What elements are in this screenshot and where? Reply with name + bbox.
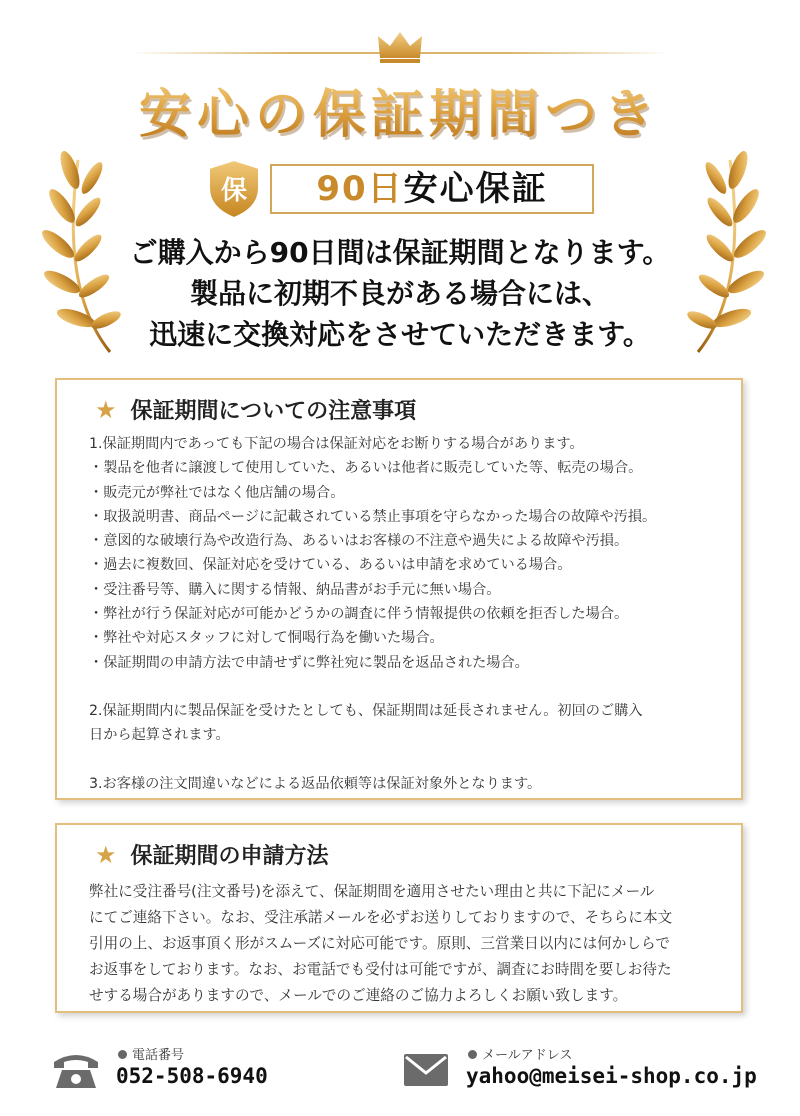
- apply-line: せする場合がありますので、メールでのご連絡のご協力よろしくお願い致します。: [89, 987, 628, 1004]
- notice-heading: [95, 394, 416, 425]
- notice-line: ・販売元が弊社ではなく他店舗の場合。: [89, 484, 345, 501]
- notice-para-3: [89, 772, 729, 796]
- mail-icon: [402, 1048, 450, 1090]
- crown-icon: [376, 28, 424, 64]
- star-icon: ★: [95, 840, 117, 869]
- mail-address[interactable]: yahoo@meisei-shop.co.jp: [466, 1064, 757, 1088]
- apply-line: 弊社に受注番号(注文番号)を添えて、保証期間を適用させたい理由と共に下記にメール: [89, 883, 655, 900]
- apply-line: 引用の上、お返事頂く形がスムーズに対応可能です。原則、三営業日以内には何かしらで: [89, 935, 670, 952]
- notice-line: ・取扱説明書、商品ページに記載されている禁止事項を守らなかった場合の故障や汚損。: [89, 508, 657, 525]
- notice-section: [55, 378, 743, 800]
- apply-section: [55, 823, 743, 1013]
- phone-label-text: 電話番号: [132, 1048, 185, 1063]
- apply-heading-text: 保証期間の申請方法: [130, 844, 329, 869]
- notice-line: 1.保証期間内であっても下記の場合は保証対応をお断りする場合があります。: [89, 436, 584, 452]
- guarantee-badge: [205, 158, 595, 218]
- apply-body: [89, 879, 729, 1009]
- mail-label: [468, 1044, 572, 1063]
- mail-contact: [402, 1040, 762, 1100]
- phone-label: [118, 1044, 184, 1063]
- notice-line: ・製品を他者に譲渡して使用していた、あるいは他者に販売していた等、転売の場合。: [89, 460, 643, 477]
- apply-heading: [95, 839, 329, 870]
- mail-label-text: メールアドレス: [482, 1048, 573, 1063]
- notice-line: ・過去に複数回、保証対応を受けている、あるいは申請を求めている場合。: [89, 557, 572, 574]
- phone-number[interactable]: 052-508-6940: [116, 1064, 268, 1088]
- notice-line: 3.お客様の注文間違いなどによる返品依頼等は保証対象外となります。: [89, 775, 542, 792]
- notice-heading-text: 保証期間についての注意事項: [130, 399, 417, 424]
- notice-body: [89, 432, 729, 796]
- star-icon: ★: [95, 395, 117, 424]
- bullet-icon: [118, 1050, 127, 1059]
- telephone-icon: [52, 1048, 100, 1090]
- apply-line: にてご連絡下さい。なお、受注承諾メールを必ずお送りしておりますので、そちらに本文: [89, 909, 673, 926]
- notice-line: ・保証期間の申請方法で申請せずに弊社宛に製品を返品された場合。: [89, 654, 529, 671]
- notice-para-1: [89, 432, 729, 675]
- guarantee-days: 90日: [316, 169, 404, 209]
- phone-contact: [52, 1040, 392, 1100]
- notice-line: ・弊社が行う保証対応が可能かどうかの調査に伴う情報提供の依頼を拒否した場合。: [89, 606, 629, 623]
- shield-label: 保: [220, 176, 247, 206]
- notice-para-2: [89, 699, 729, 748]
- notice-line: ・受注番号等、購入に関する情報、納品書がお手元に無い場合。: [89, 581, 501, 598]
- apply-line: お返事をしております。なお、お電話でも受付は可能ですが、調査にお時間を要しお待た: [89, 961, 672, 978]
- lead-line: ご購入から90日間は保証期間となります。: [129, 236, 671, 269]
- lead-line: 迅速に交換対応をさせていただきます。: [149, 318, 651, 351]
- bullet-icon: [468, 1050, 477, 1059]
- lead-text: [0, 232, 800, 355]
- notice-line: 2.保証期間内に製品保証を受けたとしても、保証期間は延長されません。初回のご購入: [89, 702, 643, 719]
- page-title: 安心の保証期間つき: [0, 72, 800, 147]
- notice-line: 日から起算されます。: [89, 727, 230, 744]
- guarantee-text: 安心保証: [403, 169, 548, 209]
- notice-line: ・意図的な破壊行為や改造行為、あるいはお客様の不注意や過失による故障や汚損。: [89, 533, 629, 550]
- guarantee-label: [270, 164, 594, 214]
- lead-line: 製品に初期不良がある場合には、: [189, 277, 610, 310]
- notice-line: ・弊社や対応スタッフに対して恫喝行為を働いた場合。: [89, 630, 444, 647]
